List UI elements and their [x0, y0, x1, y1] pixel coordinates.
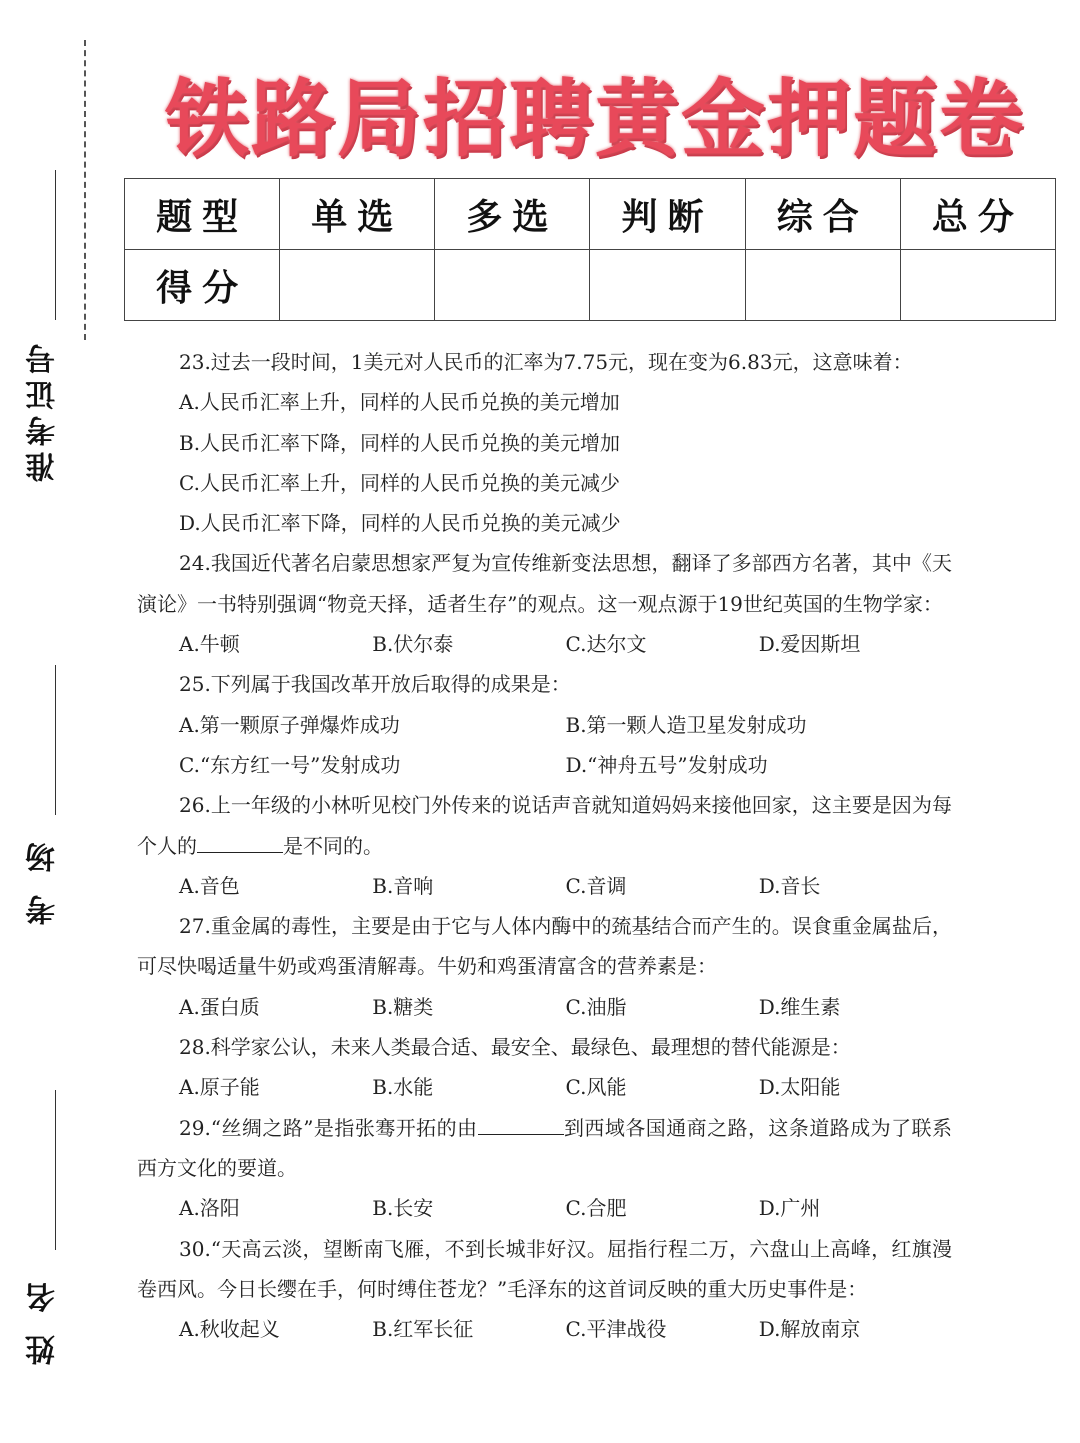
option-30-d: D.解放南京 [758, 1317, 861, 1342]
name-label: 姓 名 [26, 1276, 61, 1365]
options-26 [137, 866, 952, 906]
question-26 [137, 785, 952, 866]
score-cell-judge[interactable] [590, 250, 745, 321]
option-25-d: D.“神舟五号”发射成功 [565, 752, 768, 777]
question-list [137, 342, 952, 1349]
option-23-b: B.人民币汇率下降，同样的人民币兑换的美元增加 [179, 430, 621, 455]
option-30-a: A.秋收起义 [179, 1317, 280, 1342]
question-25: 25.下列属于我国改革开放后取得的成果是： [179, 672, 571, 697]
options-28 [137, 1067, 952, 1107]
option-28-a: A.原子能 [179, 1075, 260, 1100]
option-25-c: C.“东方红一号”发射成功 [179, 752, 401, 777]
option-30-b: B.红军长征 [372, 1317, 474, 1342]
paper-title: 铁路局招聘黄金押题卷 [164, 70, 1025, 168]
exam-id-underline [55, 170, 56, 320]
option-24-a: A.牛顿 [179, 632, 240, 657]
option-24-d: D.爱因斯坦 [758, 632, 861, 657]
option-23-a: A.人民币汇率上升，同样的人民币兑换的美元增加 [179, 390, 620, 415]
binding-margin [0, 0, 110, 1443]
option-30-c: C.平津战役 [565, 1317, 667, 1342]
question-24: 24.我国近代著名启蒙思想家严复为宣传维新变法思想，翻译了多部西方名著，其中《天演论》一书特别强调“物竞天择，适者生存”的观点。这一观点源于19世纪英国的生物学家： [137, 551, 952, 616]
options-24 [137, 624, 952, 664]
exam-room-label: 考 场 [26, 836, 61, 925]
option-29-a: A.洛阳 [179, 1196, 240, 1221]
header-cell-type: 题型 [125, 179, 280, 250]
option-25-b: B.第一颗人造卫星发射成功 [565, 712, 807, 737]
option-27-d: D.维生素 [758, 994, 841, 1019]
option-29-c: C.合肥 [565, 1196, 627, 1221]
option-26-b: B.音响 [372, 873, 434, 898]
name-underline [55, 1090, 56, 1250]
score-cell-multi[interactable] [435, 250, 590, 321]
fill-blank [478, 1116, 564, 1135]
question-29-before: 29.“丝绸之路”是指张骞开拓的由 [179, 1115, 478, 1140]
score-table-score-row [125, 250, 1056, 321]
options-29 [137, 1188, 952, 1228]
options-30 [137, 1309, 952, 1349]
question-26-before: 26.上一年级的小林听见校门外传来的说话声音就知道妈妈来接他回家，这主要是因为每个人的 [137, 793, 952, 858]
question-30: 30.“天高云淡，望断南飞雁，不到长城非好汉。屈指行程二万，六盘山上高峰，红旗漫卷西风。今日长缨在手，何时缚住苍龙？”毛泽东的这首词反映的重大历史事件是： [137, 1236, 952, 1301]
header-cell-multi: 多选 [435, 179, 590, 250]
question-29 [137, 1108, 952, 1189]
option-24-b: B.伏尔泰 [372, 632, 454, 657]
option-29-d: D.广州 [758, 1196, 821, 1221]
score-cell-comprehensive[interactable] [745, 250, 900, 321]
question-26-after: 是不同的。 [283, 833, 383, 858]
score-row-label: 得分 [125, 250, 280, 321]
option-24-c: C.达尔文 [565, 632, 647, 657]
header-cell-judge: 判断 [590, 179, 745, 250]
header-cell-total: 总分 [900, 179, 1055, 250]
option-23-d: D.人民币汇率下降，同样的人民币兑换的美元减少 [179, 511, 621, 536]
question-23: 23.过去一段时间，1美元对人民币的汇率为7.75元，现在变为6.83元，这意味着： [179, 350, 913, 374]
option-23-c: C.人民币汇率上升，同样的人民币兑换的美元减少 [179, 470, 620, 495]
score-table-header-row [125, 179, 1056, 250]
option-25-a: A.第一颗原子弹爆炸成功 [179, 712, 400, 737]
option-29-b: B.长安 [372, 1196, 434, 1221]
options-25-row2 [137, 745, 952, 785]
score-table [124, 178, 1056, 321]
cut-dashed-line [84, 40, 86, 340]
option-28-b: B.水能 [372, 1075, 434, 1100]
options-25-row1 [137, 705, 952, 745]
option-27-a: A.蛋白质 [179, 994, 260, 1019]
option-28-d: D.太阳能 [758, 1075, 841, 1100]
header-cell-single: 单选 [280, 179, 435, 250]
option-26-d: D.音长 [758, 873, 821, 898]
header-cell-comprehensive: 综合 [745, 179, 900, 250]
option-26-c: C.音调 [565, 873, 627, 898]
option-27-b: B.糖类 [372, 994, 434, 1019]
option-26-a: A.音色 [179, 873, 240, 898]
question-29-after: 到西域各国通商之路，这条道路成为了联系西方文化的要道。 [137, 1115, 952, 1180]
exam-room-underline [55, 665, 56, 815]
option-27-c: C.油脂 [565, 994, 627, 1019]
question-28: 28.科学家公认，未来人类最合适、最安全、最绿色、最理想的替代能源是： [179, 1035, 851, 1060]
fill-blank [197, 834, 283, 853]
score-cell-total[interactable] [900, 250, 1055, 321]
option-28-c: C.风能 [565, 1075, 627, 1100]
question-27: 27.重金属的毒性，主要是由于它与人体内酶中的巯基结合而产生的。误食重金属盐后，可尽快喝适量牛奶或鸡蛋清解毒。牛奶和鸡蛋清富含的营养素是： [137, 914, 952, 979]
exam-id-label: 准考证号 [26, 338, 61, 482]
options-27 [137, 987, 952, 1027]
score-cell-single[interactable] [280, 250, 435, 321]
